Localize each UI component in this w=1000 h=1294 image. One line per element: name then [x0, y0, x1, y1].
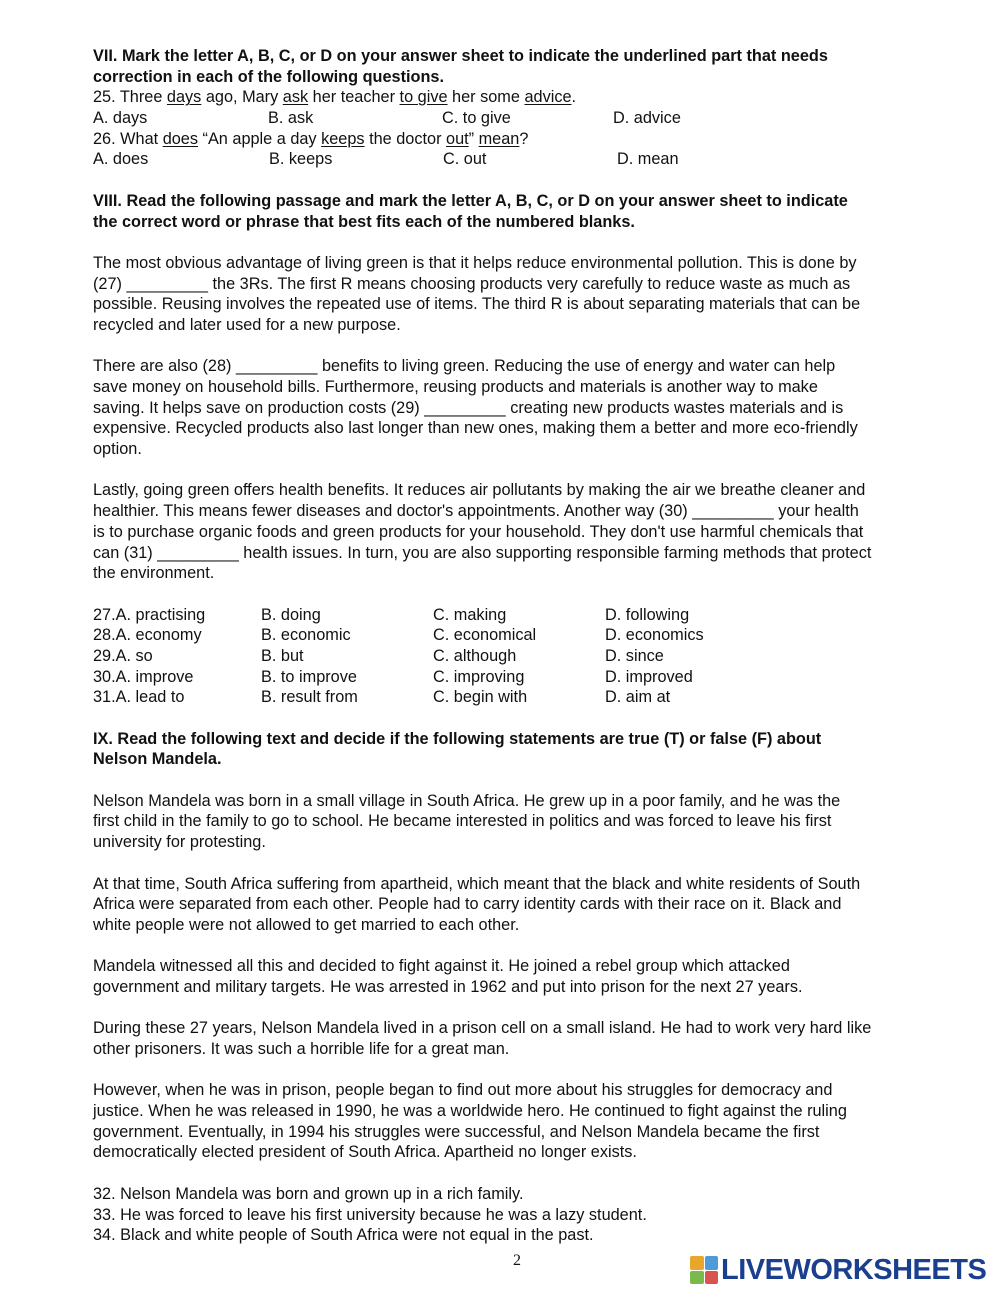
mandela-paragraph-4: During these 27 years, Nelson Mandela lived in a prison cell on a small island. He had to work very hard like other prisoners. It was such a horrible life for a great man.	[93, 1019, 872, 1058]
option-a: A. does	[93, 150, 149, 169]
option-b: B. keeps	[269, 150, 333, 169]
page-number: 2	[513, 1252, 521, 1269]
underlined-part-b: keeps	[321, 129, 365, 148]
underlined-part-d: mean	[478, 129, 520, 148]
choice-row-30: 30.A. improve B. to improve C. improving D. improved	[93, 667, 693, 686]
brand-name: LIVEWORKSHEETS	[721, 1254, 987, 1286]
underlined-part-a: days	[166, 88, 202, 107]
underlined-part-a: does	[162, 129, 198, 148]
option-d: D. mean	[617, 150, 679, 169]
section-9-heading-line-2: Nelson Mandela.	[93, 750, 222, 769]
underlined-part-b: ask	[282, 88, 309, 107]
mandela-paragraph-3: Mandela witnessed all this and decided to fight against it. He joined a rebel group which attacked government and military targets. He was arrested in 1962 and put into prison for the next 27 years.	[93, 957, 803, 996]
mandela-paragraph-5: However, when he was in prison, people began to find out more about his struggles for democracy and justice. When he was released in 1990, he was a worldwide hero. He continued to fight against the ruling government. Eventually, in 1994 his struggles were successful, and Nelson Mandela became the first democratically elected president of South Africa. Apartheid no longer exists.	[93, 1081, 847, 1162]
liveworksheets-logo-icon	[690, 1256, 718, 1284]
multiple-choice-options	[93, 605, 958, 708]
section-7-heading-line-2: correction in each of the following questions.	[93, 67, 444, 86]
underlined-part-d: advice	[524, 88, 572, 107]
choice-row-29: 29.A. so B. but C. although D. since	[93, 646, 664, 665]
section-8-heading-line-1: VIII. Read the following passage and mark the letter A, B, C, or D on your answer sheet to indicate	[93, 191, 848, 210]
option-c: C. out	[443, 150, 487, 169]
section-7-heading-line-1: VII. Mark the letter A, B, C, or D on your answer sheet to indicate the underlined part that needs	[93, 47, 828, 65]
mandela-paragraph-2: At that time, South Africa suffering from apartheid, which meant that the black and white residents of South Africa were separated from each other. People had to carry identity cards with their race on it. Black and white people were not allowed to get married to each other.	[93, 874, 861, 934]
choice-row-27: 27.A. practising B. doing C. making D. following	[93, 605, 690, 624]
choice-row-28: 28.A. economy B. economic C. economical D. economics	[93, 626, 704, 645]
section-8-heading-line-2: the correct word or phrase that best fits each of the numbered blanks.	[93, 212, 635, 231]
question-26-options	[93, 149, 958, 170]
passage-paragraph-2: There are also (28) _________ benefits to living green. Reducing the use of energy and water can help save money on household bills. Furthermore, reusing products and materials is another way to make saving. It helps save on production costs (29) _________ creating new products wastes materials and is expensive. Recycled products also last longer than new ones, making them a better and more eco-friendly option.	[93, 357, 858, 459]
question-25-options	[93, 108, 958, 129]
liveworksheets-brand	[690, 1256, 986, 1284]
question-26: 26. What does “An apple a day keeps the doctor out” mean?	[93, 129, 529, 148]
section-9-heading-line-1: IX. Read the following text and decide if the following statements are true (T) or false (F) about	[93, 729, 822, 748]
worksheet-page	[93, 46, 958, 1246]
option-a: A. days	[93, 109, 148, 128]
true-false-statements	[93, 1184, 958, 1246]
option-b: B. ask	[268, 109, 314, 128]
choice-row-31: 31.A. lead to B. result from C. begin with D. aim at	[93, 688, 671, 707]
passage-paragraph-3: Lastly, going green offers health benefits. It reduces air pollutants by making the air we breathe cleaner and healthier. This means fewer diseases and doctor's appointments. Another way (30) _________ your health is to purchase organic foods and green products for your household. They don't use harmful chemicals that can (31) _________ health issues. In turn, you are also supporting responsible farming methods that protect the environment.	[93, 481, 872, 583]
question-25: 25. Three days ago, Mary ask her teacher to give her some advice.	[93, 88, 577, 107]
option-c: C. to give	[442, 109, 511, 128]
statement-33: 33. He was forced to leave his first university because he was a lazy student.	[93, 1205, 647, 1224]
mandela-paragraph-1: Nelson Mandela was born in a small village in South Africa. He grew up in a poor family, and he was the first child in the family to go to school. He became interested in politics and was forced to leave his first university for protesting.	[93, 791, 841, 852]
passage-paragraph-1: The most obvious advantage of living green is that it helps reduce environmental pollution. This is done by (27) _________ the 3Rs. The first R means choosing products very carefully to reduce waste as much as possible. Reusing involves the repeated use of items. The third R is about separating materials that can be recycled and later used for a new purpose.	[93, 253, 861, 334]
statement-32: 32. Nelson Mandela was born and grown up in a rich family.	[93, 1184, 524, 1203]
option-d: D. advice	[613, 109, 681, 128]
underlined-part-c: out	[446, 129, 469, 148]
underlined-part-c: to give	[399, 88, 448, 107]
statement-34: 34. Black and white people of South Africa were not equal in the past.	[93, 1226, 594, 1245]
